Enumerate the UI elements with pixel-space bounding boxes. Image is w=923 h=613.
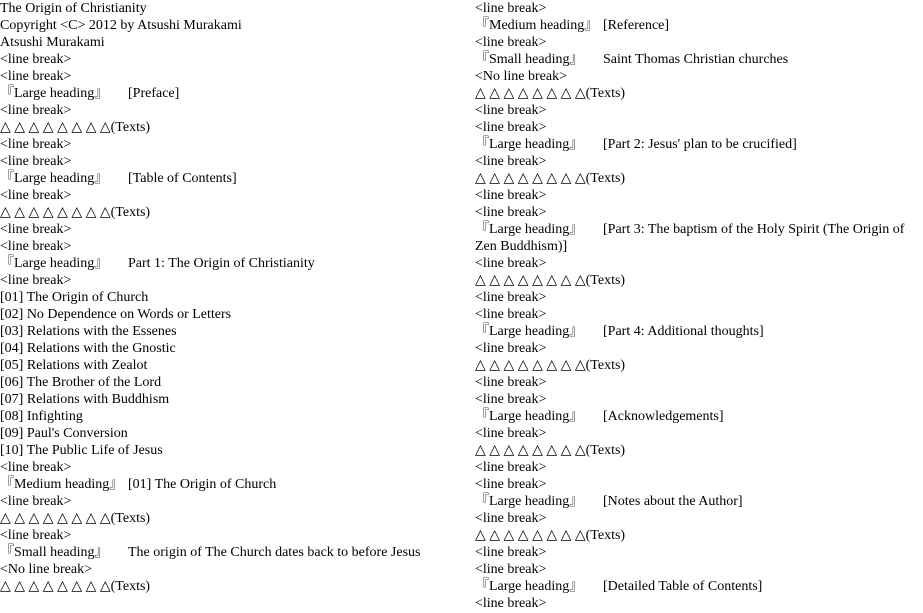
- line-break-marker: <line break>: [475, 256, 547, 271]
- line-break-marker: <line break>: [0, 52, 72, 67]
- no-line-break-marker: <No line break>: [0, 562, 92, 577]
- large-heading-line: [475, 323, 921, 340]
- small-heading-line: [475, 51, 921, 68]
- toc-entry: [05] Relations with Zealot: [0, 358, 148, 373]
- line-break-marker: <line break>: [475, 375, 547, 390]
- large-heading-line: [0, 85, 470, 102]
- texts-placeholder: △ △ △ △ △ △ △ △(Texts): [475, 443, 626, 458]
- text-line: Atsushi Murakami: [0, 35, 105, 50]
- line-break-marker: <line break>: [0, 494, 72, 509]
- heading-text: [Acknowledgements]: [603, 409, 724, 424]
- toc-entry: [07] Relations with Buddhism: [0, 392, 170, 407]
- line-break-marker: <line break>: [475, 205, 547, 220]
- large-heading-marker: 『Large heading』: [475, 137, 584, 152]
- text-line: The Origin of Christianity: [0, 1, 147, 16]
- heading-text: Part 1: The Origin of Christianity: [128, 256, 315, 271]
- heading-text: [Part 3: The baptism of the Holy Spirit (The Origin of Zen Buddhism)]: [475, 222, 905, 254]
- toc-entry: [06] The Brother of the Lord: [0, 375, 162, 390]
- toc-entry: [08] Infighting: [0, 409, 83, 424]
- heading-text: [Preface]: [128, 86, 180, 101]
- heading-text: [01] The Origin of Church: [128, 477, 277, 492]
- texts-placeholder: △ △ △ △ △ △ △ △(Texts): [475, 86, 626, 101]
- large-heading-marker: 『Large heading』: [475, 494, 584, 509]
- small-heading-marker: 『Small heading』: [0, 545, 109, 560]
- text-line: Copyright <C> 2012 by Atsushi Murakami: [0, 18, 242, 33]
- large-heading-marker: 『Large heading』: [475, 409, 584, 424]
- left-column: [0, 0, 470, 595]
- heading-text: [Notes about the Author]: [603, 494, 743, 509]
- line-break-marker: <line break>: [475, 392, 547, 407]
- line-break-marker: <line break>: [0, 239, 72, 254]
- large-heading-line: [475, 578, 921, 595]
- heading-text: [Reference]: [603, 18, 670, 33]
- texts-placeholder: △ △ △ △ △ △ △ △(Texts): [0, 205, 151, 220]
- toc-entry: [02] No Dependence on Words or Letters: [0, 307, 232, 322]
- large-heading-line: [0, 170, 470, 187]
- toc-entry: [01] The Origin of Church: [0, 290, 149, 305]
- line-break-marker: <line break>: [0, 103, 72, 118]
- line-break-marker: <line break>: [0, 69, 72, 84]
- small-heading-line: [0, 544, 470, 561]
- line-break-marker: <line break>: [0, 188, 72, 203]
- heading-text: [Part 2: Jesus' plan to be crucified]: [603, 137, 797, 152]
- line-break-marker: <line break>: [475, 426, 547, 441]
- medium-heading-marker: 『Medium heading』: [475, 18, 599, 33]
- line-break-marker: <line break>: [475, 154, 547, 169]
- large-heading-line: [475, 408, 921, 425]
- line-break-marker: <line break>: [475, 477, 547, 492]
- large-heading-line: [475, 493, 921, 510]
- toc-entry: [09] Paul's Conversion: [0, 426, 128, 441]
- texts-placeholder: △ △ △ △ △ △ △ △(Texts): [0, 579, 151, 594]
- line-break-marker: <line break>: [475, 290, 547, 305]
- heading-text: [Part 4: Additional thoughts]: [603, 324, 764, 339]
- texts-placeholder: △ △ △ △ △ △ △ △(Texts): [475, 358, 626, 373]
- large-heading-marker: 『Large heading』: [475, 222, 584, 237]
- line-break-marker: <line break>: [475, 545, 547, 560]
- large-heading-marker: 『Large heading』: [0, 171, 109, 186]
- heading-text: Saint Thomas Christian churches: [603, 52, 789, 67]
- line-break-marker: <line break>: [475, 562, 547, 577]
- toc-entry: [03] Relations with the Essenes: [0, 324, 177, 339]
- line-break-marker: <line break>: [0, 528, 72, 543]
- line-break-marker: <line break>: [0, 137, 72, 152]
- line-break-marker: <line break>: [475, 1, 547, 16]
- line-break-marker: <line break>: [475, 307, 547, 322]
- large-heading-marker: 『Large heading』: [0, 256, 109, 271]
- line-break-marker: <line break>: [475, 35, 547, 50]
- line-break-marker: <line break>: [0, 154, 72, 169]
- large-heading-line: [475, 136, 921, 153]
- line-break-marker: <line break>: [475, 120, 547, 135]
- large-heading-marker: 『Large heading』: [0, 86, 109, 101]
- texts-placeholder: △ △ △ △ △ △ △ △(Texts): [475, 171, 626, 186]
- texts-placeholder: △ △ △ △ △ △ △ △(Texts): [0, 511, 151, 526]
- texts-placeholder: △ △ △ △ △ △ △ △(Texts): [475, 273, 626, 288]
- texts-placeholder: △ △ △ △ △ △ △ △(Texts): [0, 120, 151, 135]
- large-heading-line: [0, 255, 470, 272]
- line-break-marker: <line break>: [475, 596, 547, 611]
- no-line-break-marker: <No line break>: [475, 69, 567, 84]
- line-break-marker: <line break>: [475, 460, 547, 475]
- texts-placeholder: △ △ △ △ △ △ △ △(Texts): [475, 528, 626, 543]
- toc-entry: [04] Relations with the Gnostic: [0, 341, 176, 356]
- heading-text: [Detailed Table of Contents]: [603, 579, 763, 594]
- line-break-marker: <line break>: [475, 341, 547, 356]
- medium-heading-line: [475, 17, 921, 34]
- large-heading-line: [475, 221, 921, 255]
- line-break-marker: <line break>: [0, 273, 72, 288]
- small-heading-marker: 『Small heading』: [475, 52, 584, 67]
- line-break-marker: <line break>: [0, 222, 72, 237]
- medium-heading-line: [0, 476, 470, 493]
- heading-text: [Table of Contents]: [128, 171, 237, 186]
- line-break-marker: <line break>: [475, 511, 547, 526]
- medium-heading-marker: 『Medium heading』: [0, 477, 124, 492]
- toc-entry: [10] The Public Life of Jesus: [0, 443, 163, 458]
- line-break-marker: <line break>: [475, 188, 547, 203]
- line-break-marker: <line break>: [0, 460, 72, 475]
- line-break-marker: <line break>: [475, 103, 547, 118]
- right-column: [475, 0, 921, 612]
- large-heading-marker: 『Large heading』: [475, 324, 584, 339]
- large-heading-marker: 『Large heading』: [475, 579, 584, 594]
- heading-text: The origin of The Church dates back to before Jesus: [128, 545, 421, 560]
